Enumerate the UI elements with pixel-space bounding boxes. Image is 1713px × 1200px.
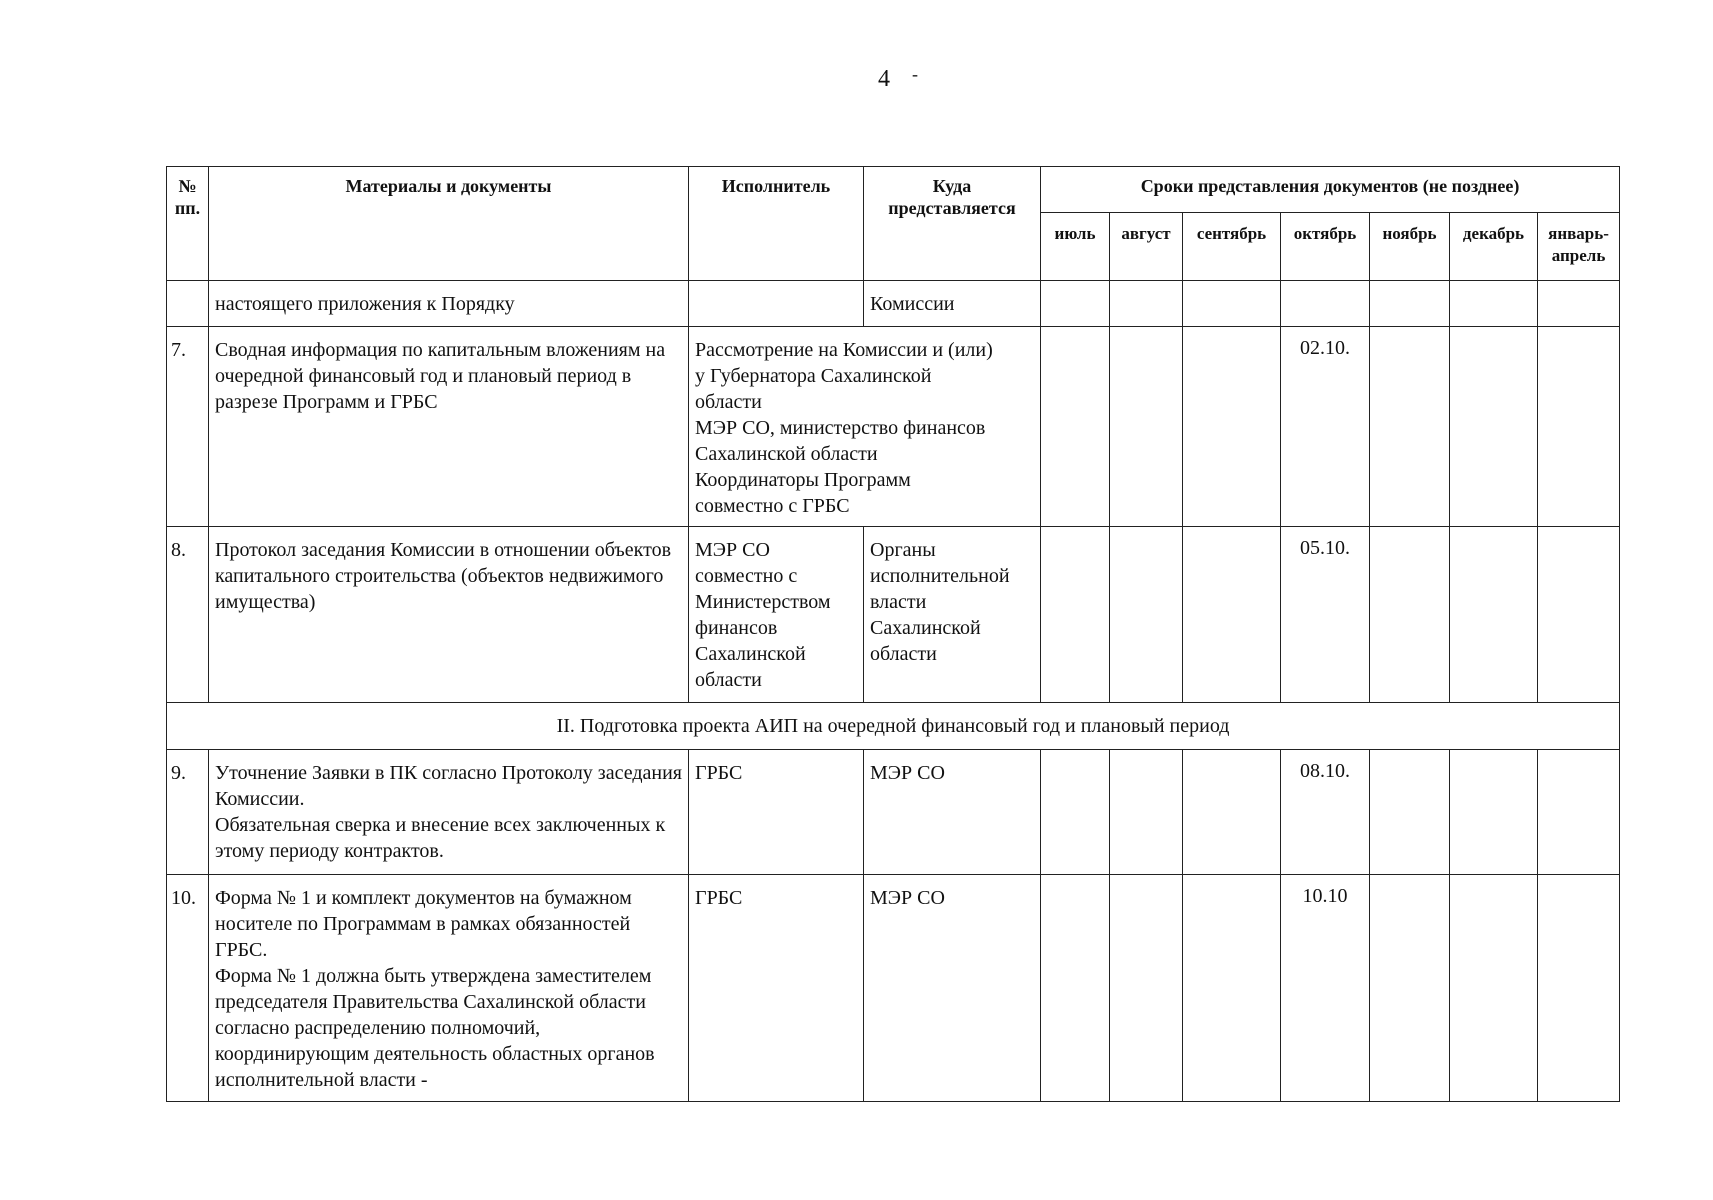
header-month: декабрь	[1450, 213, 1538, 281]
table-row	[167, 750, 1620, 875]
row-date	[1370, 527, 1450, 703]
header-deadlines: Сроки представления документов (не позднее)	[1041, 167, 1620, 213]
row-date	[1183, 327, 1281, 527]
row-date	[1370, 327, 1450, 527]
row-date	[1450, 327, 1538, 527]
row-destination	[864, 527, 1041, 703]
header-materials: Материалы и документы	[209, 167, 689, 281]
row-date: 05.10.	[1281, 527, 1370, 703]
row-date	[1041, 281, 1110, 327]
row-date	[1110, 527, 1183, 703]
row-date	[1538, 281, 1620, 327]
row-num: 7.	[167, 327, 209, 527]
row-materials: настоящего приложения к Порядку	[209, 281, 689, 327]
row-date	[1110, 281, 1183, 327]
header-executor: Исполнитель	[689, 167, 864, 281]
row-date	[1110, 327, 1183, 527]
row-date	[1538, 327, 1620, 527]
row-date	[1538, 750, 1620, 875]
table-row	[167, 527, 1620, 703]
row-date	[1041, 327, 1110, 527]
table-row	[167, 327, 1620, 527]
row-executor: ГРБС	[689, 875, 864, 1102]
row-num: 10.	[167, 875, 209, 1102]
row-date: 08.10.	[1281, 750, 1370, 875]
row-date	[1538, 875, 1620, 1102]
row-date	[1183, 875, 1281, 1102]
row-executor	[689, 281, 864, 327]
header-month: сентябрь	[1183, 213, 1281, 281]
table-row	[167, 281, 1620, 327]
row-date	[1370, 281, 1450, 327]
row-date	[1110, 875, 1183, 1102]
row-date: 02.10.	[1281, 327, 1370, 527]
row-destination: Комиссии	[864, 281, 1041, 327]
row-materials: Сводная информация по капитальным вложениям на очередной финансовый год и плановый период в разрезе Программ и ГРБС	[209, 327, 689, 527]
row-executor-merged-text: Рассмотрение на Комиссии и (или) у Губернатора Сахалинской области МЭР СО, министерство финансов Сахалинской области Координаторы Программ совместно с ГРБС	[695, 339, 993, 517]
row-executor	[689, 527, 864, 703]
row-destination: МЭР СО	[864, 875, 1041, 1102]
row-date	[1110, 750, 1183, 875]
row-materials: Протокол заседания Комиссии в отношении объектов капитального строительства (объектов недвижимого имущества)	[209, 527, 689, 703]
header-month: июль	[1041, 213, 1110, 281]
row-executor-text: МЭР СО совместно с Министерством финансов Сахалинской области	[695, 539, 831, 691]
row-date	[1450, 750, 1538, 875]
row-date	[1183, 281, 1281, 327]
section-row	[167, 703, 1620, 750]
row-executor-merged	[689, 327, 1041, 527]
row-date	[1538, 527, 1620, 703]
header-month: август	[1110, 213, 1183, 281]
row-date	[1041, 750, 1110, 875]
row-date	[1450, 527, 1538, 703]
page-mark: -	[912, 64, 918, 84]
row-date	[1041, 527, 1110, 703]
row-num: 9.	[167, 750, 209, 875]
row-date	[1370, 875, 1450, 1102]
row-date	[1281, 281, 1370, 327]
row-date	[1450, 875, 1538, 1102]
header-month: январь-апрель	[1538, 213, 1620, 281]
schedule-table	[166, 166, 1620, 1102]
table-row	[167, 875, 1620, 1102]
section-title: II. Подготовка проекта АИП на очередной финансовый год и плановый период	[167, 703, 1620, 750]
page-number	[878, 66, 918, 93]
header-month: ноябрь	[1370, 213, 1450, 281]
row-date	[1183, 527, 1281, 703]
row-executor: ГРБС	[689, 750, 864, 875]
header-row-1	[167, 167, 1620, 213]
header-destination: Куда представляется	[864, 167, 1041, 281]
header-num: № пп.	[167, 167, 209, 281]
row-materials-text: Уточнение Заявки в ПК согласно Протоколу заседания Комиссии. Обязательная сверка и внесение всех заключенных к этому периоду контрактов.	[215, 762, 682, 862]
row-destination: МЭР СО	[864, 750, 1041, 875]
row-num	[167, 281, 209, 327]
row-date	[1370, 750, 1450, 875]
row-date	[1183, 750, 1281, 875]
row-date: 10.10	[1281, 875, 1370, 1102]
row-date	[1450, 281, 1538, 327]
header-month: октябрь	[1281, 213, 1370, 281]
row-destination-text: Органы исполнительной власти Сахалинской области	[870, 539, 1010, 665]
page-number-value: 4	[878, 66, 890, 92]
row-materials-text: Форма № 1 и комплект документов на бумажном носителе по Программам в рамках обязанностей ГРБС. Форма № 1 должна быть утверждена заместителем председателя Правительства Сахалинской области согласно распределению полномочий, координирующим деятельность областных органов исполнительной власти -	[215, 887, 655, 1091]
row-materials	[209, 750, 689, 875]
row-materials	[209, 875, 689, 1102]
row-num: 8.	[167, 527, 209, 703]
row-date	[1041, 875, 1110, 1102]
